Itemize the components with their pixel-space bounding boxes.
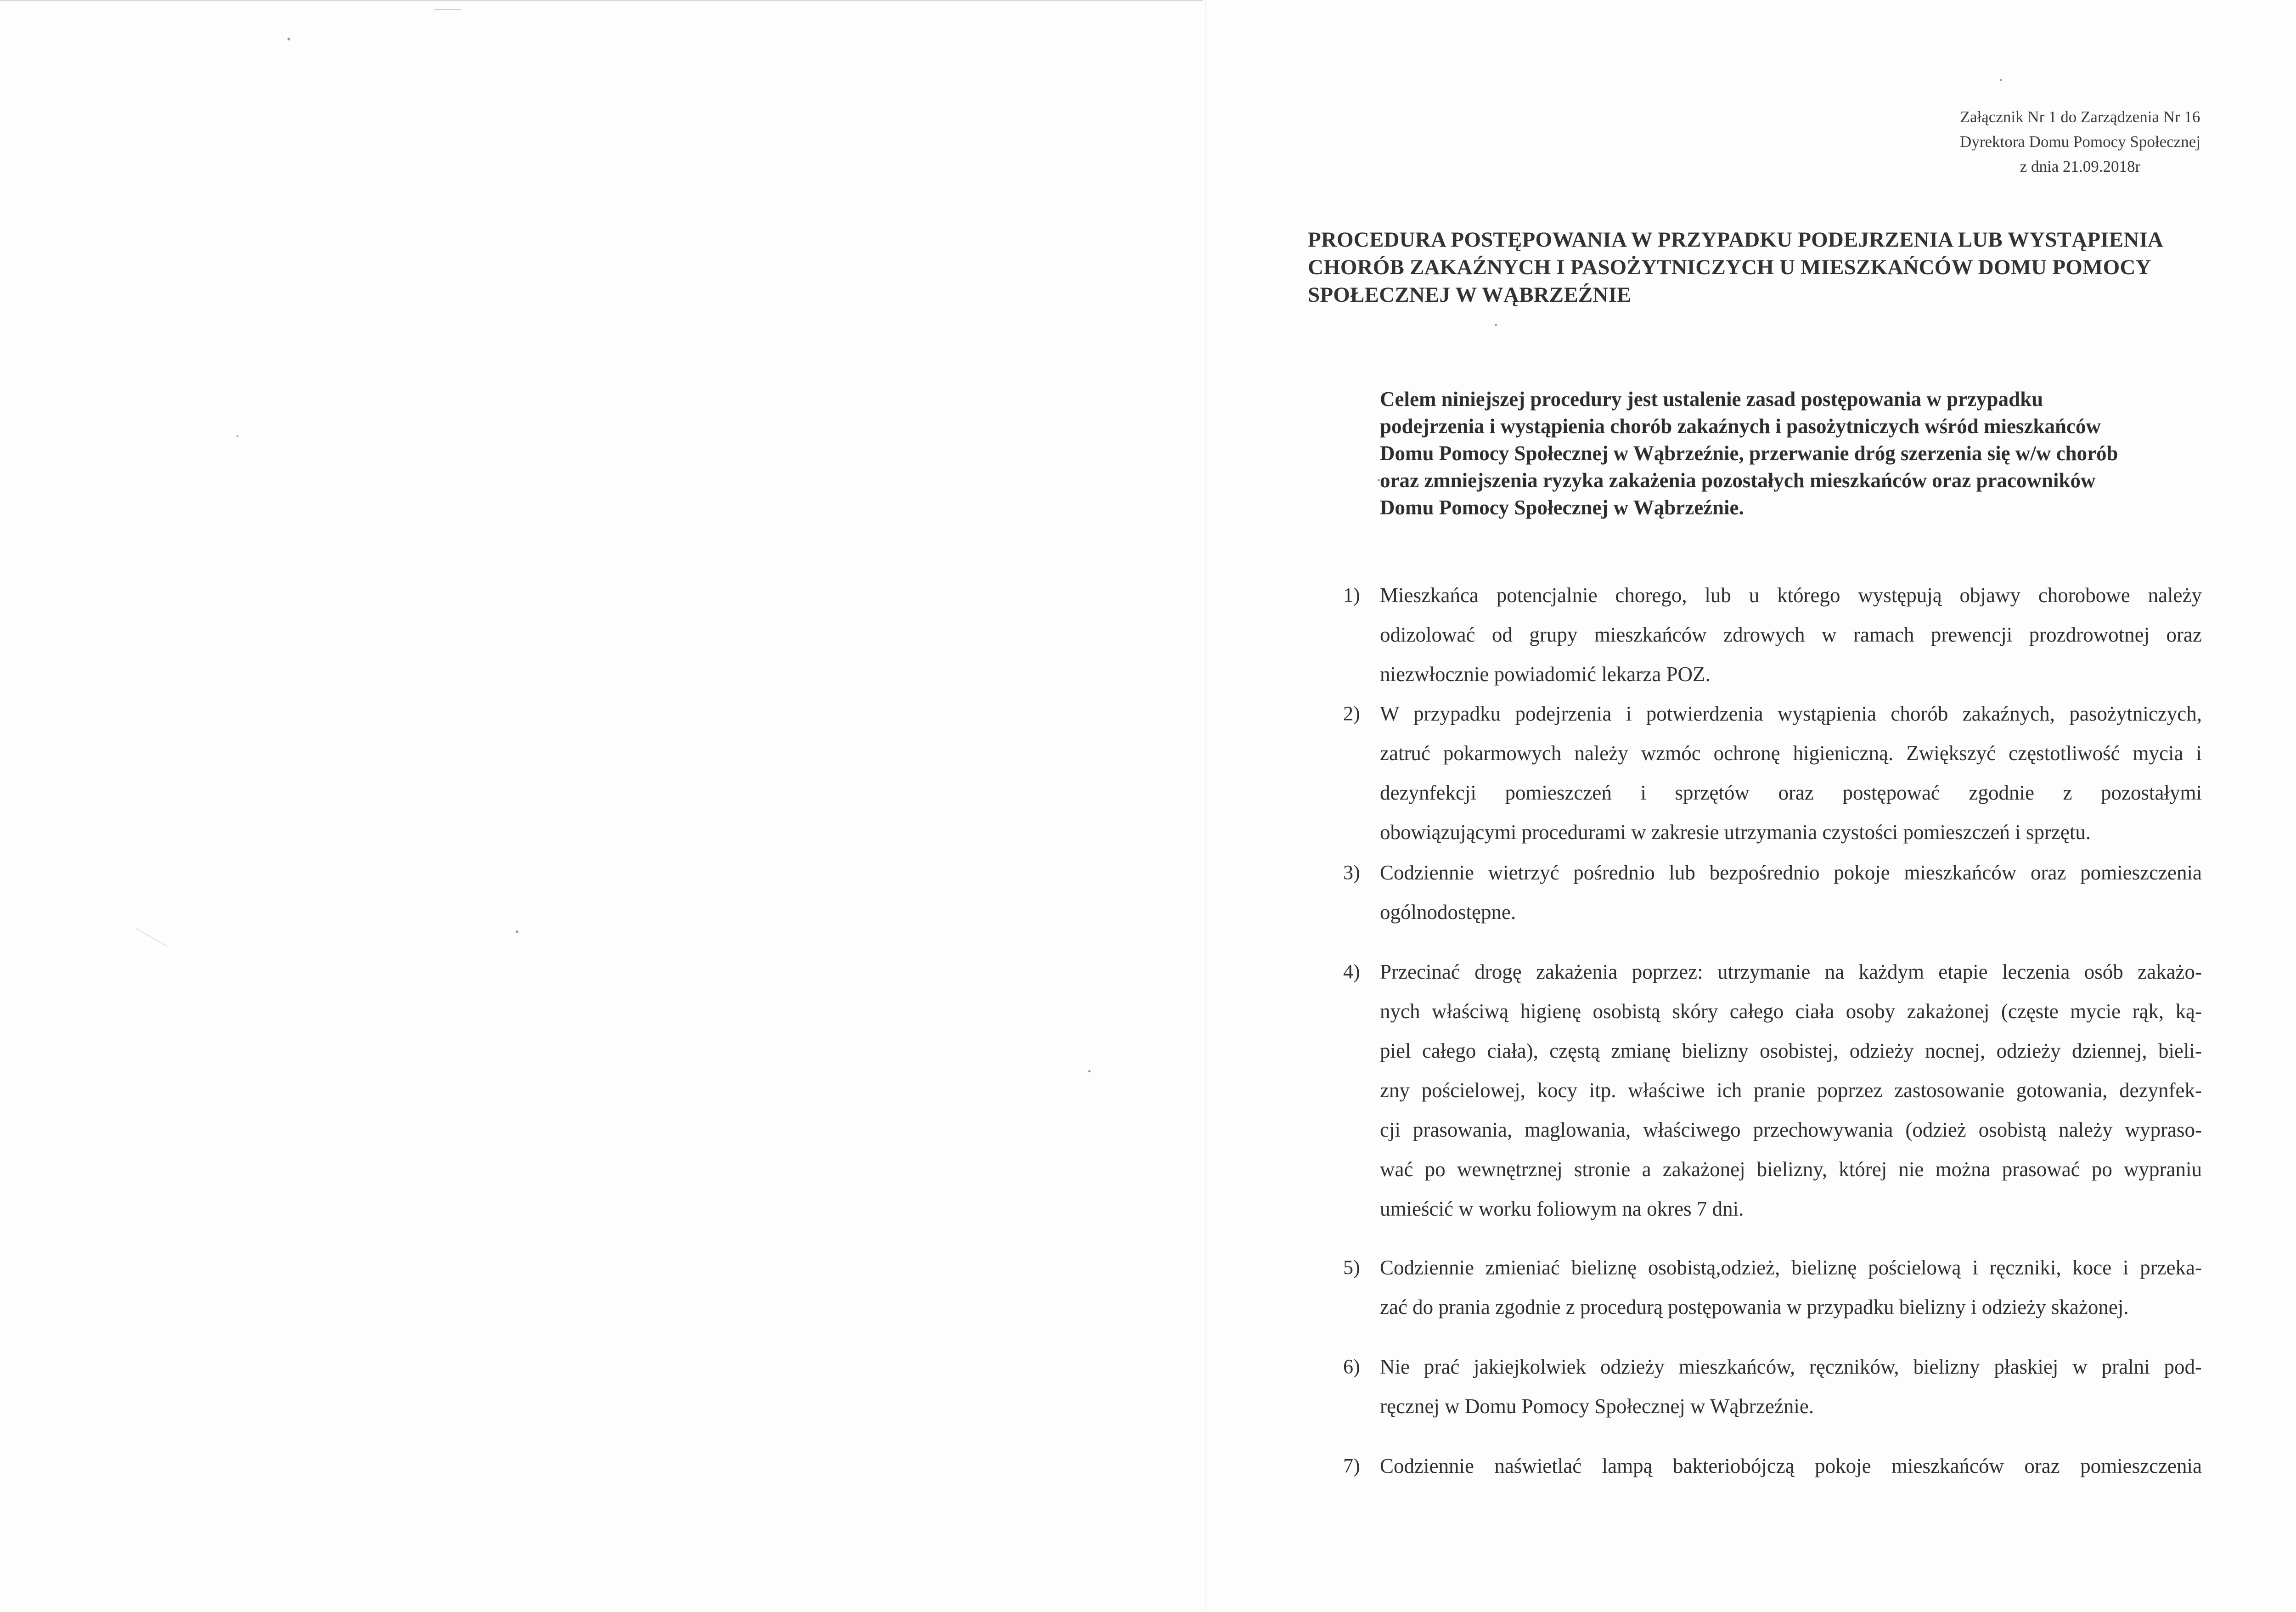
intro-line: podejrzenia i wystąpienia chorób zakaźnych i pasożytniczych wśród mieszkańców [1380, 415, 2101, 438]
item-line: obowiązującymi procedurami w zakresie utrzymania czystości pomieszczeń i sprzętu. [1380, 821, 2091, 844]
intro-paragraph [1380, 386, 2252, 521]
item-number: 7) [1343, 1454, 1360, 1477]
item-line: ogólnodostępne. [1380, 901, 1516, 924]
title-line: PROCEDURA POSTĘPOWANIA W PRZYPADKU PODEJRZENIA LUB WYSTĄPIENIA [1308, 228, 2164, 252]
item-line: Przecinać drogę zakażenia poprzez: utrzymanie na każdym etapie leczenia osób zakażo- [1380, 960, 2202, 983]
item-line: ręcznej w Domu Pomocy Społecznej w Wąbrzeźnie. [1380, 1395, 1814, 1418]
item-number: 3) [1343, 861, 1360, 884]
item-line: piel całego ciała), częstą zmianę bielizny osobistej, odzieży nocnej, odzieży dziennej, bieli- [1380, 1039, 2202, 1062]
item-line: zatruć pokarmowych należy wzmóc ochronę higieniczną. Zwiększyć częstotliwość mycia i [1380, 742, 2202, 765]
item-line: Nie prać jakiejkolwiek odzieży mieszkańców, ręczników, bielizny płaskiej w pralni pod- [1380, 1355, 2202, 1378]
item-line: Codziennie zmieniać bieliznę osobistą,odzież, bieliznę pościelową i ręczniki, koce i przeka- [1380, 1256, 2202, 1279]
scan-speck [287, 38, 290, 40]
annex-line: z dnia 21.09.2018r [2020, 158, 2141, 175]
intro-line: Celem niniejszej procedury jest ustalenie zasad postępowania w przypadku [1380, 388, 2043, 411]
item-line: niezwłocznie powiadomić lekarza POZ. [1380, 663, 1711, 686]
item-line: Mieszkańca potencjalnie chorego, lub u którego występują objawy chorobowe należy [1380, 584, 2202, 607]
title-line: CHORÓB ZAKAŹNYCH I PASOŻYTNICZYCH U MIESZKAŃCÓW DOMU POMOCY [1308, 255, 2151, 279]
annex-line: Dyrektora Domu Pomocy Społecznej [1960, 133, 2200, 151]
item-line: W przypadku podejrzenia i potwierdzenia wystąpienia chorób zakaźnych, pasożytniczych, [1380, 702, 2202, 725]
item-line: wać po wewnętrznej stronie a zakażonej bielizny, której nie można prasować po wypraniu [1380, 1158, 2202, 1181]
scan-speck [516, 930, 518, 933]
annex-line: Załącznik Nr 1 do Zarządzenia Nr 16 [1960, 108, 2200, 126]
intro-line: oraz zmniejszenia ryzyka zakażenia pozostałych mieszkańców oraz pracowników [1380, 469, 2096, 492]
item-line: Codziennie naświetlać lampą bakteriobójczą pokoje mieszkańców oraz pomieszczenia [1380, 1454, 2202, 1477]
scan-speck [1088, 1070, 1091, 1072]
annex-header [1906, 105, 2255, 179]
scan-stroke [434, 9, 461, 10]
item-number: 5) [1343, 1256, 1360, 1279]
document-title [1308, 226, 2245, 309]
scan-speck [2000, 79, 2002, 81]
item-line: Codziennie wietrzyć pośrednio lub bezpośrednio pokoje mieszkańców oraz pomieszczenia [1380, 861, 2202, 884]
scan-top-edge [0, 0, 1203, 1]
intro-line: Domu Pomocy Społecznej w Wąbrzeźnie, przerwanie dróg szerzenia się w/w chorób [1380, 442, 2118, 465]
item-line: zny pościelowej, kocy itp. właściwe ich pranie poprzez zastosowanie gotowania, dezynfek- [1380, 1079, 2202, 1102]
item-number: 2) [1343, 702, 1360, 725]
title-line: SPOŁECZNEJ W WĄBRZEŹNIE [1308, 283, 1632, 307]
item-line: cji prasowania, maglowania, właściwego przechowywania (odzież osobistą należy wypraso- [1380, 1118, 2202, 1141]
item-line: dezynfekcji pomieszczeń i sprzętów oraz postępować zgodnie z pozostałymi [1380, 781, 2202, 804]
page-divider [1205, 0, 1206, 1612]
scan-speck [236, 435, 238, 437]
item-number: 4) [1343, 960, 1360, 983]
item-line: odizolować od grupy mieszkańców zdrowych w ramach prewencji prozdrowotnej oraz [1380, 623, 2202, 646]
item-number: 6) [1343, 1355, 1360, 1378]
intro-line: Domu Pomocy Społecznej w Wąbrzeźnie. [1380, 496, 1744, 519]
item-line: zać do prania zgodnie z procedurą postępowania w przypadku bielizny i odzieży skażonej. [1380, 1296, 2129, 1319]
scan-stroke [135, 928, 168, 947]
item-line: nych właściwą higienę osobistą skóry całego ciała osoby zakażonej (częste mycie rąk, ką- [1380, 1000, 2202, 1023]
scan-speck [1495, 324, 1497, 326]
item-number: 1) [1343, 584, 1360, 606]
item-line: umieścić w worku foliowym na okres 7 dni. [1380, 1197, 1744, 1220]
